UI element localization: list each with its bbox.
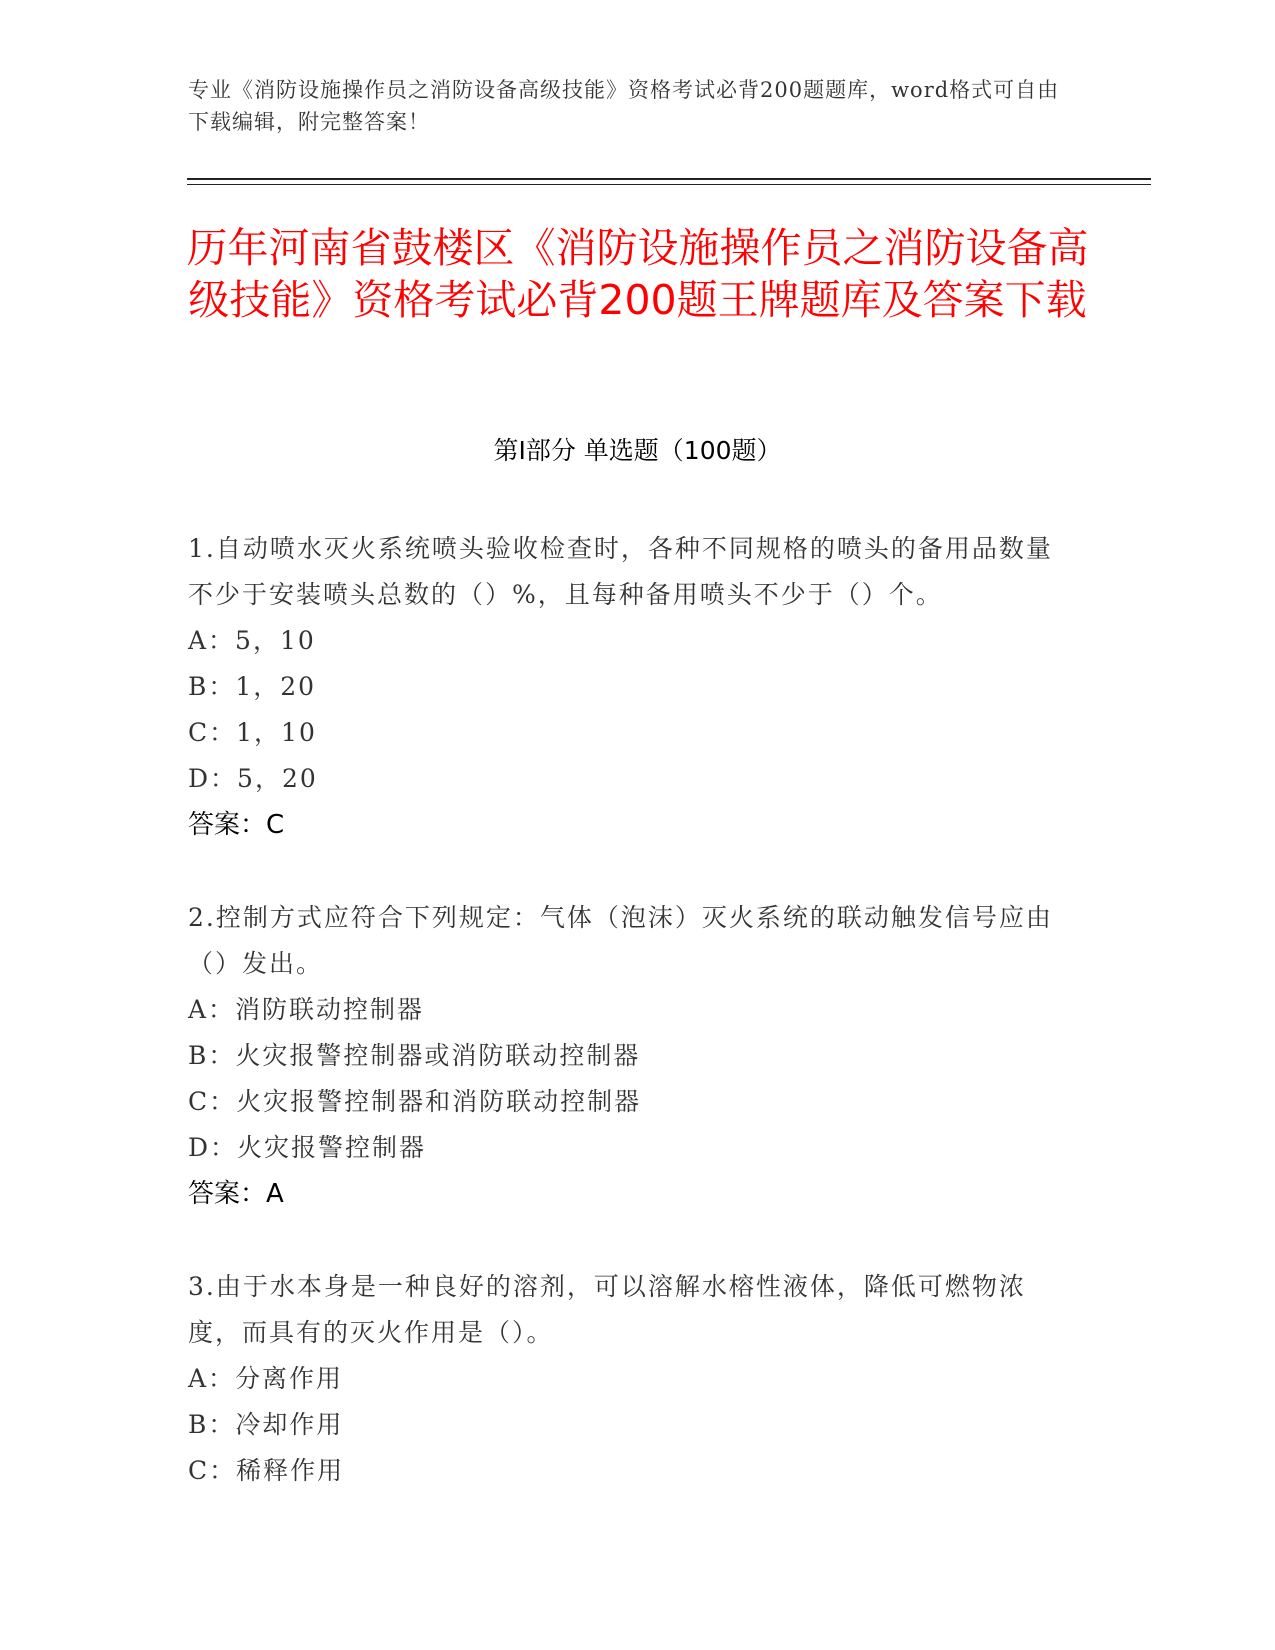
question-stem: 3.由于水本身是一种良好的溶剂，可以溶解水榕性液体，降低可燃物浓度，而具有的灭火作用是（）。 [188,1272,1026,1347]
question-stem: 1.自动喷水灭火系统喷头验收检查时，各种不同规格的喷头的备用品数量不少于安装喷头总数的（）%，且每种备用喷头不少于（）个。 [188,534,1053,609]
document-title: 历年河南省鼓楼区《消防设施操作员之消防设备高级技能》资格考试必背200题王牌题库及答案下载 [186,224,1089,324]
question-3 [188,1264,1068,1494]
section-title: 第I部分 单选题（100题） [493,436,782,465]
question-2 [188,895,1068,1217]
option-c: C：火灾报警控制器和消防联动控制器 [188,1087,642,1116]
option-c: C：1，10 [188,718,317,747]
header-note: 专业《消防设施操作员之消防设备高级技能》资格考试必背200题题库，word格式可自由下载编辑，附完整答案！ [188,78,1060,134]
option-a: A：分离作用 [188,1364,344,1393]
question-1 [188,526,1068,848]
option-b: B：冷却作用 [188,1410,344,1439]
question-list [188,526,1068,1541]
question-stem: 2.控制方式应符合下列规定：气体（泡沫）灭火系统的联动触发信号应由（）发出。 [188,903,1053,978]
answer: 答案：A [188,1179,284,1209]
answer: 答案：C [188,810,285,840]
option-d: D：5，20 [188,764,318,793]
option-c: C：稀释作用 [188,1456,345,1485]
header-divider [187,178,1151,180]
option-b: B：火灾报警控制器或消防联动控制器 [188,1041,641,1070]
option-a: A：5，10 [188,626,316,655]
option-d: D：火灾报警控制器 [188,1133,427,1162]
option-b: B：1，20 [188,672,317,701]
header-divider-thin [187,184,1151,185]
option-a: A：消防联动控制器 [188,995,425,1024]
